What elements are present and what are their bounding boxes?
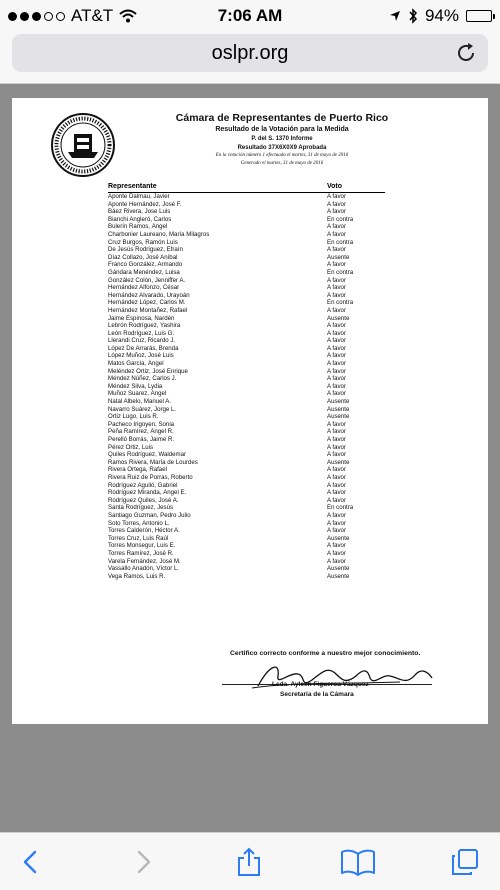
representative-name: Hernández Alvarado, Urayoán bbox=[108, 291, 190, 299]
representative-name: Charbonier Laureano, María Milagros bbox=[108, 230, 210, 238]
vote-value: En contra bbox=[327, 268, 354, 276]
table-row bbox=[108, 315, 385, 323]
representative-name: Navarro Suárez, Jorge L. bbox=[108, 405, 177, 413]
table-row bbox=[108, 459, 385, 467]
vote-value: Ausente bbox=[327, 253, 350, 261]
representative-name: Santa Rodríguez, Jesús bbox=[108, 504, 174, 512]
vote-value: A favor bbox=[327, 557, 346, 565]
table-row bbox=[108, 406, 385, 414]
table-row bbox=[108, 261, 385, 269]
table-row bbox=[108, 246, 385, 254]
vote-value: A favor bbox=[327, 496, 346, 504]
table-row bbox=[108, 254, 385, 262]
representative-name: Peña Ramírez, Ángel R. bbox=[108, 428, 174, 436]
vote-value: Ausente bbox=[327, 314, 350, 322]
table-row bbox=[108, 231, 385, 239]
forward-icon[interactable] bbox=[128, 847, 158, 877]
representative-name: Méndez Núñez, Carlos J. bbox=[108, 375, 177, 383]
representative-name: Aponte Hernández, José F. bbox=[108, 200, 182, 208]
document-title: Cámara de Representantes de Puerto Rico bbox=[175, 112, 389, 124]
representative-name: López De Arrarás, Brenda bbox=[108, 344, 179, 352]
vote-value: A favor bbox=[327, 367, 346, 375]
table-row bbox=[108, 451, 385, 459]
table-row bbox=[108, 398, 385, 406]
reload-icon[interactable] bbox=[454, 41, 478, 65]
table-row bbox=[108, 527, 385, 535]
vote-value: Ausente bbox=[327, 565, 350, 573]
table-row bbox=[108, 542, 385, 550]
vote-value: A favor bbox=[327, 246, 346, 254]
table-row bbox=[108, 520, 385, 528]
table-row bbox=[108, 383, 385, 391]
column-header-vote: Voto bbox=[327, 183, 343, 190]
representative-name: Torres Monsegur, Luis E. bbox=[108, 542, 176, 550]
carrier-label: AT&T bbox=[71, 6, 114, 25]
table-header bbox=[108, 183, 385, 193]
table-row bbox=[108, 360, 385, 368]
vote-value: En contra bbox=[327, 504, 354, 512]
battery-icon bbox=[466, 10, 492, 22]
representative-name: Hernández Alfonzo, César bbox=[108, 284, 180, 292]
vote-value: A favor bbox=[327, 322, 346, 330]
vote-value: A favor bbox=[327, 193, 346, 200]
table-row bbox=[108, 489, 385, 497]
vote-value: A favor bbox=[327, 360, 346, 368]
vote-value: A favor bbox=[327, 291, 346, 299]
representative-name: López Muñoz, José Luis bbox=[108, 352, 174, 360]
vote-value: A favor bbox=[327, 208, 346, 216]
representative-name: González Colón, Jenniffer A. bbox=[108, 276, 186, 284]
vote-value: A favor bbox=[327, 428, 346, 436]
representative-name: De Jesús Rodríguez, Efraín bbox=[108, 246, 183, 254]
table-row bbox=[108, 428, 385, 436]
vote-value: A favor bbox=[327, 230, 346, 238]
table-row bbox=[108, 345, 385, 353]
table-row bbox=[108, 444, 385, 452]
representative-name: Ramos Rivera, María de Lourdes bbox=[108, 458, 198, 466]
bluetooth-icon bbox=[408, 8, 418, 24]
table-row bbox=[108, 223, 385, 231]
representative-name: Ortiz Lugo, Luis R. bbox=[108, 413, 159, 421]
table-row bbox=[108, 299, 385, 307]
vote-value: En contra bbox=[327, 238, 354, 246]
representative-name: Vega Ramos, Luis R. bbox=[108, 572, 166, 580]
representative-name: Natal Albelo, Manuel A. bbox=[108, 398, 172, 406]
vote-value: A favor bbox=[327, 527, 346, 535]
representative-name: Rivera Ortega, Rafael bbox=[108, 466, 167, 474]
table-row bbox=[108, 269, 385, 277]
representative-name: Meléndez Ortiz, José Enrique bbox=[108, 367, 188, 375]
table-row bbox=[108, 330, 385, 338]
representative-name: Pacheco Irigoyen, Sonia bbox=[108, 420, 175, 428]
table-row bbox=[108, 284, 385, 292]
representative-name: Méndez Silva, Lydia bbox=[108, 382, 163, 390]
representative-name: Perelló Borrás, Jaime R. bbox=[108, 436, 175, 443]
vote-value: A favor bbox=[327, 489, 346, 497]
representative-name: Soto Torres, Antonio L. bbox=[108, 519, 170, 527]
table-row bbox=[108, 201, 385, 209]
vote-value: A favor bbox=[327, 261, 346, 269]
table-row bbox=[108, 322, 385, 330]
representative-name: Báez Rivera, Jose Luis bbox=[108, 208, 171, 216]
table-row bbox=[108, 413, 385, 421]
table-row bbox=[108, 482, 385, 490]
table-row bbox=[108, 573, 385, 581]
vote-value: En contra bbox=[327, 215, 354, 223]
column-header-representative: Representante bbox=[108, 183, 157, 190]
representative-name: Pérez Ortiz, Luis bbox=[108, 443, 154, 451]
measure-label: P. del S. 1370 Informe bbox=[251, 136, 313, 142]
document-subtitle: Resultado de la Votación para la Medida bbox=[215, 126, 349, 133]
vote-value: A favor bbox=[327, 436, 346, 443]
vote-value: En contra bbox=[327, 299, 354, 307]
table-row bbox=[108, 550, 385, 558]
vote-value: A favor bbox=[327, 443, 346, 451]
vote-value: A favor bbox=[327, 276, 346, 284]
representative-name: Lebrón Rodríguez, Yashira bbox=[108, 322, 181, 330]
table-row bbox=[108, 558, 385, 566]
clock: 7:06 AM bbox=[217, 6, 283, 25]
status-bar bbox=[0, 0, 500, 30]
table-row bbox=[108, 466, 385, 474]
signer-role: Secretaria de la Cámara bbox=[280, 691, 354, 698]
table-row bbox=[108, 193, 385, 201]
generated-date: Generado el martes, 31 de mayo de 2016 bbox=[240, 161, 324, 166]
representative-name: Vassallo Anadón, Víctor L. bbox=[108, 565, 180, 573]
vote-value: Ausente bbox=[327, 458, 350, 466]
representative-name: Aponte Dalmau, Javier bbox=[108, 193, 170, 200]
representative-name: Llerandi Cruz, Ricardo J. bbox=[108, 337, 176, 345]
certification-text: Certifico correcto conforme a nuestro mejor conocimiento. bbox=[230, 650, 421, 657]
table-row bbox=[108, 375, 385, 383]
vote-value: A favor bbox=[327, 375, 346, 383]
share-icon[interactable] bbox=[234, 847, 264, 877]
table-row bbox=[108, 390, 385, 398]
representative-name: Bulerín Ramos, Ángel bbox=[108, 223, 168, 231]
vote-value: A favor bbox=[327, 519, 346, 527]
table-row bbox=[108, 565, 385, 573]
vote-value: A favor bbox=[327, 549, 346, 557]
address-bar[interactable] bbox=[12, 34, 488, 72]
representative-name: Franco González, Armando bbox=[108, 261, 183, 269]
vote-value: A favor bbox=[327, 481, 346, 489]
table-row bbox=[108, 436, 385, 444]
chamber-seal-logo bbox=[50, 112, 116, 178]
table-row bbox=[108, 504, 385, 512]
representative-name: Rodríguez Aguiló, Gabriel bbox=[108, 481, 178, 489]
vote-value: Ausente bbox=[327, 413, 350, 421]
vote-table bbox=[108, 183, 385, 580]
result-label: Resultado 37X6X0X9 Aprobada bbox=[237, 145, 327, 151]
representative-name: Cruz Burgos, Ramón Luis bbox=[108, 238, 178, 246]
vote-value: Ausente bbox=[327, 534, 350, 542]
vote-value: A favor bbox=[327, 344, 346, 352]
table-row bbox=[108, 337, 385, 345]
table-row bbox=[108, 535, 385, 543]
vote-info: En la votación número 1 efectuada el martes, 31 de mayo de 2016 bbox=[215, 153, 349, 158]
vote-value: A favor bbox=[327, 473, 346, 481]
vote-value: A favor bbox=[327, 542, 346, 550]
vote-value: A favor bbox=[327, 352, 346, 360]
representative-name: Rodríguez Miranda, Ángel E. bbox=[108, 489, 187, 497]
representative-name: Muñoz Suarez, Ángel bbox=[108, 390, 167, 398]
vote-value: A favor bbox=[327, 511, 346, 519]
vote-value: A favor bbox=[327, 451, 346, 459]
table-body bbox=[108, 193, 385, 580]
vote-value: A favor bbox=[327, 466, 346, 474]
representative-name: Hernández Montañez, Rafael bbox=[108, 306, 188, 314]
vote-value: A favor bbox=[327, 200, 346, 208]
vote-value: Ausente bbox=[327, 572, 350, 580]
bookmarks-icon[interactable] bbox=[340, 847, 376, 877]
vote-value: Ausente bbox=[327, 398, 350, 406]
vote-value: A favor bbox=[327, 223, 346, 231]
representative-name: Rodríguez Quiles, José A. bbox=[108, 496, 179, 504]
handwritten-signature bbox=[250, 660, 440, 694]
vote-value: A favor bbox=[327, 284, 346, 292]
table-row bbox=[108, 352, 385, 360]
vote-value: A favor bbox=[327, 306, 346, 314]
vote-value: Ausente bbox=[327, 405, 350, 413]
table-row bbox=[108, 474, 385, 482]
document-header bbox=[122, 112, 442, 166]
representative-name: Quiles Rodríguez, Waldemar bbox=[108, 451, 187, 459]
back-icon[interactable] bbox=[16, 847, 46, 877]
representative-name: Torres Calderón, Héctor A. bbox=[108, 527, 180, 535]
representative-name: Matos García, Ángel bbox=[108, 360, 164, 368]
tabs-icon[interactable] bbox=[450, 847, 480, 877]
vote-value: A favor bbox=[327, 420, 346, 428]
representative-name: Díaz Collazo, José Aníbal bbox=[108, 253, 178, 261]
representative-name: Hernández López, Carlos M. bbox=[108, 299, 186, 307]
representative-name: Torres Ramírez, José R. bbox=[108, 549, 174, 557]
table-row bbox=[108, 307, 385, 315]
table-row bbox=[108, 292, 385, 300]
representative-name: León Rodríguez, Luis G. bbox=[108, 329, 175, 337]
battery-percent: 94% bbox=[424, 6, 459, 25]
vote-value: A favor bbox=[327, 382, 346, 390]
representative-name: Rivera Ruiz de Porras, Roberto bbox=[108, 473, 193, 481]
table-row bbox=[108, 512, 385, 520]
document-page bbox=[12, 98, 488, 724]
table-row bbox=[108, 421, 385, 429]
url-text[interactable]: oslpr.org bbox=[211, 42, 289, 64]
browser-toolbar bbox=[0, 832, 500, 890]
location-arrow-icon bbox=[389, 10, 401, 22]
representative-name: Bianchi Angleró, Carlos bbox=[108, 215, 172, 223]
signer-name: Lcda. Ayleen Figueroa Vázquez bbox=[272, 681, 369, 688]
representative-name: Torres Cruz, Luis Raúl bbox=[108, 534, 169, 542]
representative-name: Varela Fernández, José M. bbox=[108, 557, 181, 565]
representative-name: Gándara Menéndez, Luisa bbox=[108, 268, 180, 276]
vote-value: A favor bbox=[327, 390, 346, 398]
representative-name: Santiago Guzman, Pedro Julio bbox=[108, 511, 191, 519]
table-row bbox=[108, 277, 385, 285]
table-row bbox=[108, 216, 385, 224]
vote-value: A favor bbox=[327, 329, 346, 337]
table-row bbox=[108, 239, 385, 247]
table-row bbox=[108, 368, 385, 376]
table-row bbox=[108, 497, 385, 505]
table-row bbox=[108, 208, 385, 216]
vote-value: A favor bbox=[327, 337, 346, 345]
representative-name: Jaime Espinosa, Nardén bbox=[108, 314, 175, 322]
browser-top-bar bbox=[0, 0, 500, 84]
